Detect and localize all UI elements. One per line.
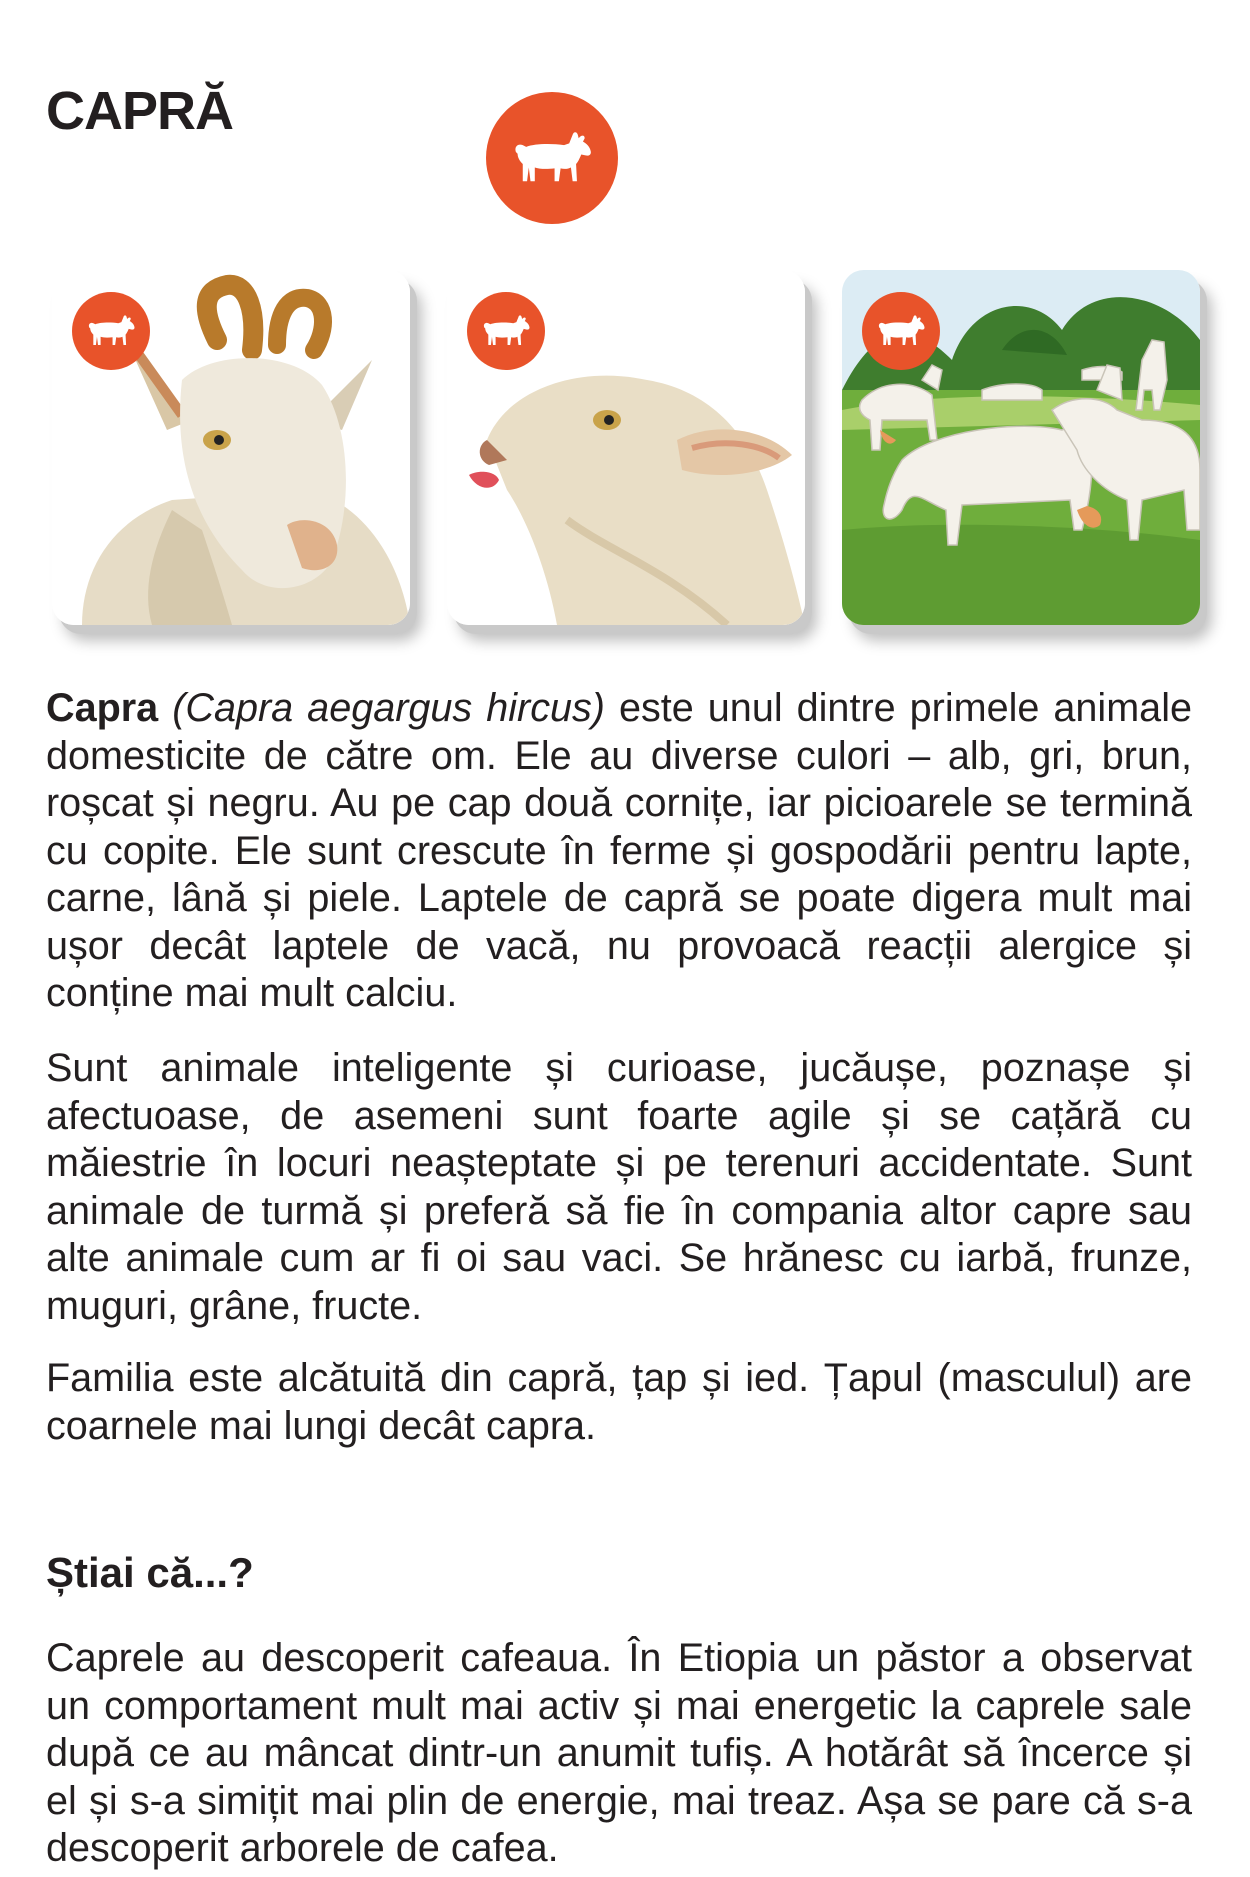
goat-icon [480,312,532,350]
goat-kid-card [447,270,805,625]
goats-meadow-card [842,270,1200,625]
goat-icon [85,312,137,350]
card-goat-badge [72,292,150,370]
did-you-know-text: Caprele au descoperit cafeaua. În Etiopia un păstor a observat un comportament mult mai activ și mai energetic la caprele sale după ce au mâncat dintr-un anumit tufiș. A hotărât să încerce și el și s-a simițit mai plin de energie, mai treaz. Așa se pare că s-a descoperit arborele de cafea. [46,1636,1192,1870]
goat-badge [486,92,618,224]
goat-icon [875,312,927,350]
goat-icon [509,127,595,189]
family-paragraph: Familia este alcătuită din capră, țap și ied. Țapul (masculul) are coarnele mai lungi decât capra. [46,1356,1192,1448]
intro-paragraph [46,685,1192,1018]
latin-name: (Capra aegargus hircus) [172,686,605,730]
goat-head-card [52,270,410,625]
intro-text: este unul dintre primele animale domesticite de către om. Ele au diverse culori – alb, gri, brun, roșcat și negru. Au pe cap două cornițe, iar picioarele se termină cu copite. Ele sunt crescute în ferme și gospodării pentru lapte, carne, lână și piele. Laptele de capră se poate digera mult mai ușor decât laptele de vacă, nu provoacă reacții alergice și conține mai mult calciu. [46,686,1193,1015]
card-goat-badge [862,292,940,370]
did-you-know-heading: Știai că...? [46,1549,254,1596]
intro-lead: Capra [46,686,159,730]
card-goat-badge [467,292,545,370]
behavior-paragraph: Sunt animale inteligente și curioase, jucăușe, poznașe și afectuoase, de asemeni sunt foarte agile și se cațără cu măiestrie în locuri neașteptate și pe terenuri accidentate. Sunt animale de turmă și preferă să fie în compania altor capre sau alte animale cum ar fi oi sau vaci. Se hrănesc cu iarbă, frunze, muguri, grâne, fructe. [46,1046,1192,1328]
page-title: CAPRĂ [46,81,234,141]
